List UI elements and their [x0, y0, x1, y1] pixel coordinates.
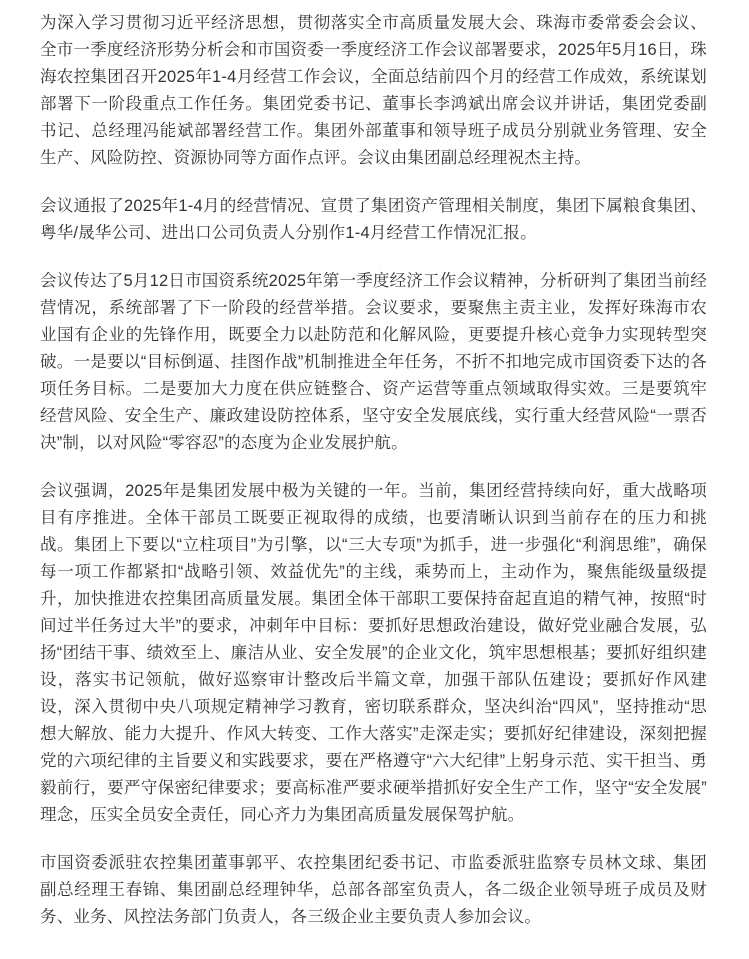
paragraph-attendees: 市国资委派驻农控集团董事郭平、农控集团纪委书记、市监委派驻监察专员林文球、集团副总经理王春锦、集团副总经理钟华，总部各部室负责人，各二级企业领导班子成员及财务、业务、风控法务部门负责人，各三级企业主要负责人参加会议。	[40, 854, 707, 926]
paragraph-briefing: 会议通报了2025年1-4月的经营情况、宣贯了集团资产管理相关制度，集团下属粮食集团、粤华/晟华公司、进出口公司负责人分别作1-4月经营工作情况汇报。	[40, 197, 707, 242]
article-body	[40, 10, 707, 931]
paragraph-intro: 为深入学习贯彻习近平经济思想，贯彻落实全市高质量发展大会、珠海市委常委会会议、全市一季度经济形势分析会和市国资委一季度经济工作会议部署要求，2025年5月16日，珠海农控集团召开2025年1-4月经营工作会议，全面总结前四个月的经营工作成效，系统谋划部署下一阶段重点工作任务。集团党委书记、董事长李鸿斌出席会议并讲话，集团党委副书记、总经理冯能斌部署经营工作。集团外部董事和领导班子成员分别就业务管理、安全生产、风险防控、资源协同等方面作点评。会议由集团副总经理祝杰主持。	[40, 14, 707, 167]
paragraph-requirements: 会议传达了5月12日市国资系统2025年第一季度经济工作会议精神，分析研判了集团当前经营情况，系统部署了下一阶段的经营举措。会议要求，要聚焦主责主业，发挥好珠海市农业国有企业的先锋作用，既要全力以赴防范和化解风险，更要提升核心竞争力实现转型突破。一是要以“目标倒逼、挂图作战”机制推进全年任务，不折不扣地完成市国资委下达的各项任务目标。二是要加大力度在供应链整合、资产运营等重点领域取得实效。三是要筑牢经营风险、安全生产、廉政建设防控体系，坚守安全发展底线，实行重大经营风险“一票否决”制，以对风险“零容忍”的态度为企业发展护航。	[40, 272, 707, 452]
paragraph-emphasis: 会议强调，2025年是集团发展中极为关键的一年。当前，集团经营持续向好，重大战略项目有序推进。全体干部员工既要正视取得的成绩，也要清晰认识到当前存在的压力和挑战。集团上下要以“立柱项目”为引擎，以“三大专项”为抓手，进一步强化“利润思维”，确保每一项工作都紧扣“战略引领、效益优先”的主线，乘势而上，主动作为，聚焦能级量级提升，加快推进农控集团高质量发展。集团全体干部职工要保持奋起直追的精气神，按照“时间过半任务过大半”的要求，冲刺年中目标：要抓好思想政治建设，做好党业融合发展，弘扬“团结干事、绩效至上、廉洁从业、安全发展”的企业文化，筑牢思想根基；要抓好组织建设，落实书记领航，做好巡察审计整改后半篇文章，加强干部队伍建设；要抓好作风建设，深入贯彻中央八项规定精神学习教育，密切联系群众，坚决纠治“四风”，坚持推动“思想大解放、能力大提升、作风大转变、工作大落实”走深走实；要抓好纪律建设，深刻把握党的六项纪律的主旨要义和实践要求，要在严格遵守“六大纪律”上躬身示范、实干担当、勇毅前行，要严守保密纪律要求；要高标准严要求硬举措抓好安全生产工作，坚守“安全发展”理念，压实全员安全责任，同心齐力为集团高质量发展保驾护航。	[40, 482, 707, 824]
